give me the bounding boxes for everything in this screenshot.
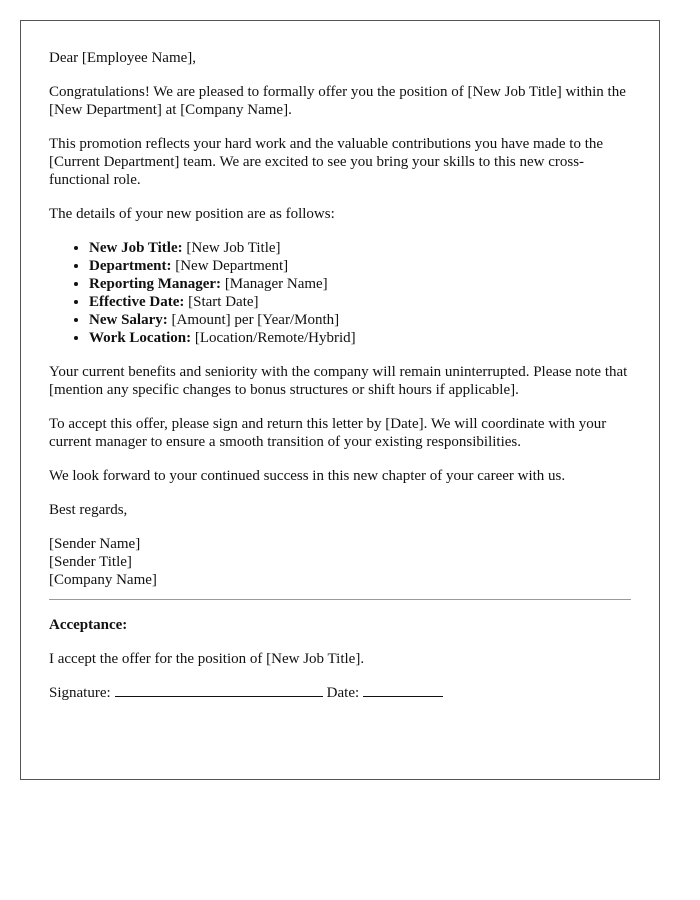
- detail-value: [New Job Title]: [182, 240, 281, 256]
- sender-block: [49, 535, 631, 589]
- offer-letter: [20, 20, 660, 780]
- signature-line[interactable]: [115, 684, 323, 697]
- detail-term: New Salary:: [89, 312, 168, 328]
- signoff: Best regards,: [49, 502, 128, 518]
- list-item: [89, 275, 631, 293]
- promotion-paragraph: This promotion reflects your hard work and the valuable contributions you have made to the [Current Department] team. We are excited to see you bring your skills to this new cross-functional role.: [49, 136, 604, 188]
- detail-value: [Start Date]: [184, 294, 259, 310]
- detail-term: Reporting Manager:: [89, 276, 222, 292]
- detail-value: [Location/Remote/Hybrid]: [191, 330, 356, 346]
- list-item: [89, 329, 631, 347]
- sender-name: [Sender Name]: [49, 536, 141, 552]
- detail-value: [Manager Name]: [221, 276, 328, 292]
- list-item: [89, 293, 631, 311]
- acceptance-instructions-paragraph: To accept this offer, please sign and return this letter by [Date]. We will coordinate with your current manager to ensure a smooth transition of your existing responsibilities.: [49, 416, 607, 450]
- salutation: Dear [Employee Name],: [49, 50, 197, 66]
- benefits-paragraph: Your current benefits and seniority with the company will remain uninterrupted. Please note that [mention any specific changes to bonus structures or shift hours if applicable].: [49, 364, 628, 398]
- detail-term: New Job Title:: [89, 240, 183, 256]
- details-intro-paragraph: The details of your new position are as follows:: [49, 206, 335, 222]
- date-label: Date:: [326, 685, 360, 701]
- sender-company: [Company Name]: [49, 572, 157, 588]
- detail-term: Work Location:: [89, 330, 192, 346]
- detail-value: [New Department]: [171, 258, 289, 274]
- list-item: [89, 257, 631, 275]
- list-item: [89, 311, 631, 329]
- detail-term: Effective Date:: [89, 294, 185, 310]
- detail-value: [Amount] per [Year/Month]: [167, 312, 340, 328]
- closing-paragraph: We look forward to your continued success in this new chapter of your career with us.: [49, 468, 566, 484]
- acceptance-heading: Acceptance:: [49, 617, 128, 633]
- detail-term: Department:: [89, 258, 172, 274]
- divider: [49, 599, 631, 600]
- acceptance-statement: I accept the offer for the position of [New Job Title].: [49, 651, 365, 667]
- date-line[interactable]: [363, 684, 443, 697]
- sender-title: [Sender Title]: [49, 554, 132, 570]
- signature-label: Signature:: [49, 685, 111, 701]
- list-item: [89, 239, 631, 257]
- signature-row: [49, 684, 631, 702]
- position-details-list: [49, 239, 631, 347]
- intro-paragraph: Congratulations! We are pleased to formally offer you the position of [New Job Title] within the [New Department] at [Company Name].: [49, 84, 626, 118]
